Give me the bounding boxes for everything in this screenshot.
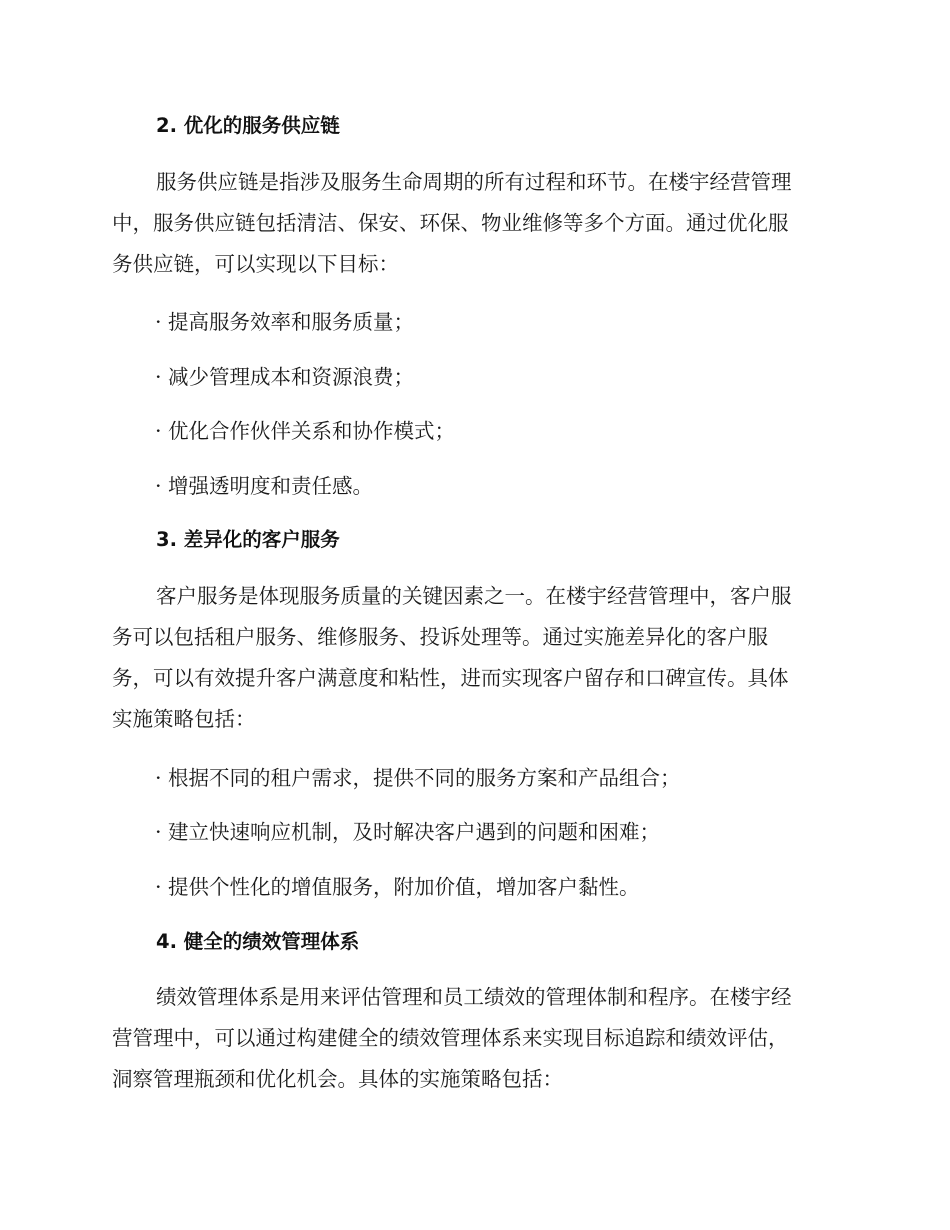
section-heading: 2. 优化的服务供应链 [156,114,340,137]
list-item: · 提供个性化的增值服务，附加价值，增加客户黏性。 [155,875,640,899]
paragraph-line: 务可以包括租户服务、维修服务、投诉处理等。通过实施差异化的客户服 [112,625,768,649]
paragraph [112,977,830,1100]
section-paragraph [112,162,830,285]
section-heading: 4. 健全的绩效管理体系 [156,930,360,953]
paragraph-line: 绩效管理体系是用来评估管理和员工绩效的管理体制和程序。在楼宇经 [156,985,792,1009]
section-heading-3-wrap [112,528,830,552]
section-paragraph [112,576,830,740]
paragraph-line: 中，服务供应链包括清洁、保安、环保、物业维修等多个方面。通过优化服 [112,211,789,235]
paragraph-line: 客户服务是体现服务质量的关键因素之一。在楼宇经营管理中，客户服 [156,584,792,608]
list-item: · 增强透明度和责任感。 [155,474,374,498]
section-heading-4-wrap [112,930,830,954]
list-item: · 建立快速响应机制，及时解决客户遇到的问题和困难； [155,820,661,844]
paragraph-line: 务供应链，可以实现以下目标： [112,252,399,276]
paragraph [112,576,830,740]
paragraph-line: 洞察管理瓶颈和优化机会。具体的实施策略包括： [112,1067,563,1091]
paragraph-line: 营管理中，可以通过构建健全的绩效管理体系来实现目标追踪和绩效评估， [112,1026,789,1050]
list-item: · 根据不同的租户需求，提供不同的服务方案和产品组合； [155,766,681,790]
list-item: · 提高服务效率和服务质量； [155,310,415,334]
section-heading-2-wrap [112,114,830,138]
section-paragraph [112,977,830,1100]
paragraph-line: 务，可以有效提升客户满意度和粘性，进而实现客户留存和口碑宣传。具体 [112,666,789,690]
paragraph [112,162,830,285]
paragraph-line: 服务供应链是指涉及服务生命周期的所有过程和环节。在楼宇经营管理 [156,170,792,194]
list-item: · 优化合作伙伴关系和协作模式； [155,419,456,443]
paragraph-line: 实施策略包括： [112,707,256,731]
list-item: · 减少管理成本和资源浪费； [155,365,415,389]
section-heading: 3. 差异化的客户服务 [156,528,340,551]
